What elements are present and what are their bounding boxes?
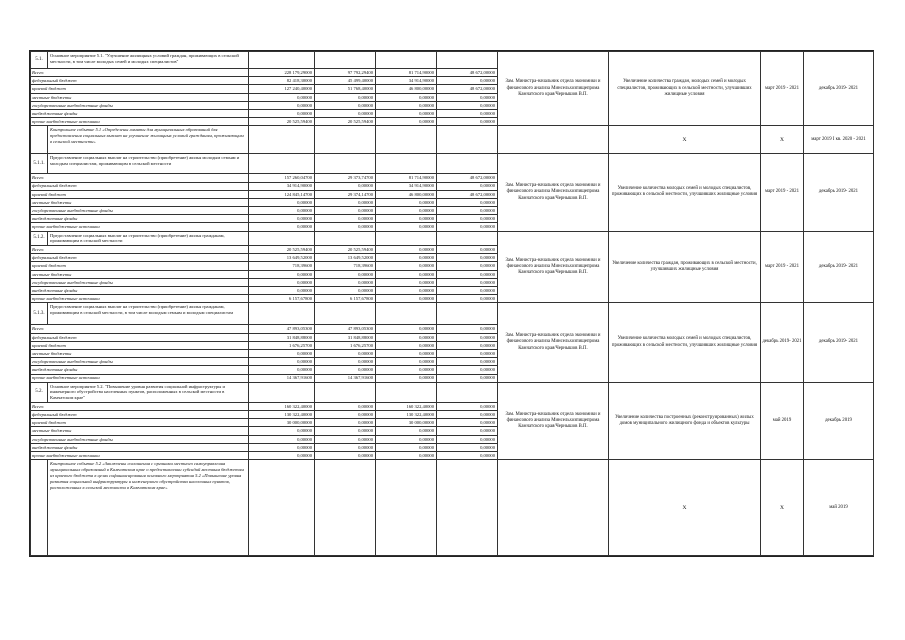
funding-value: 0,00000 [315,443,376,451]
funding-value: 0,00000 [437,295,498,303]
funding-value: 0,00000 [437,254,498,262]
funding-value: 0,00000 [437,270,498,278]
funding-value: 30 000,00000 [376,419,437,427]
empty-cell [376,382,437,402]
start-date: март 2019 - 2021 [761,154,804,231]
control-event-row [31,126,874,154]
funding-value: 718,39600 [249,262,315,270]
funding-value: 0,00000 [249,287,315,295]
funding-value: 0,00000 [437,287,498,295]
funding-value: 124 845,14700 [249,190,315,198]
funding-value: 0,00000 [437,118,498,126]
control-event-row [31,460,874,556]
funding-value: 0,00000 [437,435,498,443]
funding-value: 157 260,04700 [249,174,315,182]
funding-value: 20 525,59400 [249,246,315,254]
funding-value: 14 367,91600 [249,374,315,382]
funding-value: 0,00000 [437,427,498,435]
funding-value: 0,00000 [376,295,437,303]
section-code: 5.1.1. [31,154,48,174]
responsible-executor: Зам. Министра-начальник отдела экономики и финансового анализа Минсельхозпищепрома Камчатского края/Чернышов В.П. [498,382,609,460]
funding-value: 0,00000 [315,419,376,427]
funding-value: 6 157,67800 [249,295,315,303]
funding-value: 0,00000 [249,278,315,286]
funding-value: 0,00000 [437,77,498,85]
funding-value: 127 240,40000 [249,85,315,93]
funding-value: 0,00000 [437,223,498,231]
funding-value: 0,00000 [376,118,437,126]
funding-source-label: прочие внебюджетные источники [31,374,249,382]
empty-cell [249,303,315,325]
funding-value: 47 893,05300 [249,325,315,333]
section-title: Предоставление социальных выплат на строительство (приобретение) жилья гражданам, проживающим в сельской местности [48,231,249,245]
funding-value: 29 374,14700 [315,190,376,198]
funding-value: 0,00000 [315,215,376,223]
funding-value: 0,00000 [315,435,376,443]
control-x-mark: Х [609,126,761,154]
empty-cell [376,154,437,174]
funding-value: 0,00000 [315,101,376,109]
funding-value: 0,00000 [249,223,315,231]
funding-value: 0,00000 [249,109,315,117]
funding-value: 34 914,90000 [249,182,315,190]
funding-source-label: краевой бюджет [31,262,249,270]
start-date: декабрь 2019- 2021 [761,303,804,382]
funding-source-label: государственные внебюджетные фонды [31,358,249,366]
funding-value: 0,00000 [437,443,498,451]
funding-source-label: местные бюджеты [31,427,249,435]
empty-cell [315,303,376,325]
empty-cell [315,382,376,402]
start-date: май 2019 [761,382,804,460]
funding-value: 0,00000 [376,101,437,109]
funding-value: 0,00000 [249,366,315,374]
funding-source-label: федеральный бюджет [31,333,249,341]
funding-value: 0,00000 [315,109,376,117]
funding-value: 0,00000 [437,419,498,427]
funding-value: 0,00000 [249,349,315,357]
funding-value: 0,00000 [315,358,376,366]
empty-cell [437,303,498,325]
funding-source-label: внебюджетные фонды [31,109,249,117]
empty-cell [249,126,315,154]
funding-value: 0,00000 [376,366,437,374]
section-title: Основное мероприятие 5.1. "Улучшение жилищных условий граждан, проживающих в сельской местности, в том числе молодых семей и молодых специалистов" [48,52,249,69]
section-code: 5.1. [31,52,48,69]
funding-value: 20 525,59400 [315,246,376,254]
funding-value: 0,00000 [376,223,437,231]
funding-value: 0,00000 [376,452,437,460]
funding-value: 0,00000 [437,182,498,190]
funding-value: 0,00000 [437,366,498,374]
funding-value: 0,00000 [249,207,315,215]
empty-cell [249,231,315,245]
funding-value: 0,00000 [376,215,437,223]
control-x-mark: Х [761,126,804,154]
funding-value: 0,00000 [249,443,315,451]
funding-source-label: федеральный бюджет [31,182,249,190]
funding-source-label: местные бюджеты [31,93,249,101]
section-title: Предоставление социальных выплат на строительство (приобретение) жилья молодым семьям и молодым специалистам, проживающим в сельской местности [48,154,249,174]
expected-result: Увеличение количества граждан, проживающих в сельской местности, улучшивших жилищные условия [609,231,761,303]
empty-cell [498,126,609,154]
funding-value: 0,00000 [376,287,437,295]
funding-source-label: Всего: [31,69,249,77]
control-x-mark: Х [761,460,804,556]
empty-cell [437,460,498,556]
funding-value: 13 649,52000 [315,254,376,262]
funding-source-label: Всего: [31,402,249,410]
funding-value: 0,00000 [315,182,376,190]
empty-cell [437,126,498,154]
funding-value: 0,00000 [437,341,498,349]
empty-cell [376,52,437,69]
funding-value: 0,00000 [249,93,315,101]
funding-value: 0,00000 [315,207,376,215]
end-date: декабрь 2019- 2021 [804,303,874,382]
funding-source-label: государственные внебюджетные фонды [31,278,249,286]
funding-value: 0,00000 [315,452,376,460]
funding-value: 0,00000 [376,374,437,382]
start-date: март 2019 - 2021 [761,52,804,126]
funding-value: 48 672,00000 [437,85,498,93]
funding-value: 0,00000 [376,278,437,286]
funding-value: 0,00000 [437,109,498,117]
funding-value: 20 525,59400 [249,118,315,126]
empty-cell [376,460,437,556]
funding-value: 0,00000 [315,287,376,295]
funding-value: 13 649,52000 [249,254,315,262]
funding-value: 130 322,40000 [376,411,437,419]
funding-value: 0,00000 [376,207,437,215]
funding-source-label: Всего: [31,174,249,182]
control-x-mark: Х [609,460,761,556]
funding-value: 130 322,40000 [249,411,315,419]
funding-value: 0,00000 [376,109,437,117]
funding-value: 81 714,90000 [376,69,437,77]
empty-cell [249,52,315,69]
empty-cell [376,303,437,325]
empty-cell [376,231,437,245]
section-code: 5.1.3. [31,303,48,325]
control-event-text: Контрольное событие 5.1 «Определены лимиты для муниципальных образований для предоставления социальных выплат на улучшение жилищных условий гражданам, проживающим в сельской местности» [48,126,249,154]
funding-value: 48 672,00000 [437,190,498,198]
funding-source-label: местные бюджеты [31,198,249,206]
funding-value: 0,00000 [437,358,498,366]
funding-source-label: федеральный бюджет [31,254,249,262]
empty-cell [315,154,376,174]
funding-value: 34 914,90000 [376,77,437,85]
funding-source-label: местные бюджеты [31,270,249,278]
empty-cell [31,460,48,556]
section-title-row [31,303,874,325]
funding-value: 47 893,05300 [315,325,376,333]
funding-value: 160 322,40000 [376,402,437,410]
funding-value: 1 676,25700 [249,341,315,349]
funding-value: 0,00000 [437,349,498,357]
funding-value: 0,00000 [437,402,498,410]
measures-table [30,51,874,556]
empty-cell [437,154,498,174]
funding-value: 0,00000 [315,278,376,286]
program-table-page [29,50,874,557]
empty-cell [249,382,315,402]
end-date: декабрь 2019 [804,382,874,460]
funding-value: 0,00000 [249,270,315,278]
end-date: декабрь 2019- 2021 [804,231,874,303]
funding-source-label: прочие внебюджетные источники [31,223,249,231]
empty-cell [437,52,498,69]
empty-cell [437,382,498,402]
empty-cell [249,154,315,174]
funding-value: 0,00000 [315,93,376,101]
funding-value: 0,00000 [437,452,498,460]
funding-source-label: внебюджетные фонды [31,366,249,374]
funding-value: 0,00000 [249,427,315,435]
control-date: март 2019 I кв. 2020 - 2021 [804,126,874,154]
funding-value: 0,00000 [437,93,498,101]
funding-value: 48 672,00000 [437,69,498,77]
funding-value: 0,00000 [376,333,437,341]
funding-value: 0,00000 [249,101,315,109]
funding-source-label: краевой бюджет [31,190,249,198]
funding-value: 0,00000 [376,262,437,270]
funding-value: 0,00000 [249,358,315,366]
funding-value: 0,00000 [437,325,498,333]
funding-value: 0,00000 [376,427,437,435]
empty-cell [315,52,376,69]
funding-value: 46 800,00000 [376,85,437,93]
funding-source-label: краевой бюджет [31,419,249,427]
funding-value: 0,00000 [376,198,437,206]
funding-value: 29 373,74700 [315,174,376,182]
funding-value: 0,00000 [376,349,437,357]
empty-cell [315,460,376,556]
funding-value: 31 848,88000 [315,333,376,341]
funding-value: 1 676,25700 [315,341,376,349]
funding-value: 6 157,67800 [315,295,376,303]
funding-value: 228 179,29000 [249,69,315,77]
funding-value: 0,00000 [376,93,437,101]
funding-source-label: государственные внебюджетные фонды [31,101,249,109]
funding-value: 0,00000 [437,207,498,215]
empty-cell [315,231,376,245]
end-date: декабрь 2019- 2021 [804,52,874,126]
funding-source-label: государственные внебюджетные фонды [31,435,249,443]
funding-value: 46 800,00000 [376,190,437,198]
funding-value: 82 418,30000 [249,77,315,85]
funding-value: 51 768,40000 [315,85,376,93]
funding-value: 20 525,59400 [315,118,376,126]
funding-source-label: федеральный бюджет [31,411,249,419]
section-code: 5.2. [31,382,48,402]
end-date: декабрь 2019- 2021 [804,154,874,231]
empty-cell [437,231,498,245]
funding-value: 0,00000 [315,198,376,206]
section-title: Предоставление социальных выплат на строительство (приобретение) жилья гражданам, проживающим в сельской местности, в том числе молодым семьям и молодым специалистам [48,303,249,325]
funding-source-label: краевой бюджет [31,85,249,93]
funding-source-label: внебюджетные фонды [31,287,249,295]
funding-value: 0,00000 [249,215,315,223]
funding-value: 0,00000 [376,358,437,366]
funding-value: 48 672,00000 [437,174,498,182]
responsible-executor: Зам. Министра-начальник отдела экономики и финансового анализа Минсельхозпищепрома Камчатского края/Чернышов В.П. [498,303,609,382]
expected-result: Увеличение количества молодых семей и молодых специалистов, проживающих в сельской местности, улучшивших жилищные условия [609,154,761,231]
funding-value: 0,00000 [315,223,376,231]
section-title-row [31,52,874,69]
funding-value: 34 914,90000 [376,182,437,190]
funding-source-label: краевой бюджет [31,341,249,349]
funding-value: 0,00000 [437,333,498,341]
funding-value: 0,00000 [437,246,498,254]
funding-value: 0,00000 [315,270,376,278]
funding-value: 0,00000 [315,366,376,374]
funding-value: 0,00000 [376,246,437,254]
funding-value: 0,00000 [437,411,498,419]
section-title-row [31,231,874,245]
control-event-text: Контрольное событие 5.2 «Заключены соглашения с органами местного самоуправления муниципальных образований в Камчатском крае о предоставлении субсидий местным бюджетам из краевого бюджета в целях софинансирования основного мероприятия 5.2 «Повышение уровня развития социальной инфраструктуры и инженерного обустройства населенных пунктов, расположенных в сельской местности в Камчатском крае» [48,460,249,556]
start-date: март 2019 - 2021 [761,231,804,303]
funding-source-label: внебюджетные фонды [31,215,249,223]
funding-value: 31 848,88000 [249,333,315,341]
expected-result: Увеличение количества молодых семей и молодых специалистов, проживающих в сельской местности, улучшивших жилищные условия [609,303,761,382]
section-title: Основное мероприятие 5.2. "Повышение уровня развития социальной инфраструктуры и инженерного обустройства населенных пунктов, расположенных в сельской местности в Камчатском крае" [48,382,249,402]
responsible-executor: Зам. Министра-начальник отдела экономики и финансового анализа Минсельхозпищепрома Камчатского края/Чернышов В.П. [498,52,609,126]
expected-result: Увеличение количества построенных (реконструированных) жилых домов муниципального жилищного фонда и объектов культуры [609,382,761,460]
funding-value: 0,00000 [376,443,437,451]
funding-value: 0,00000 [376,254,437,262]
funding-source-label: прочие внебюджетные источники [31,452,249,460]
funding-value: 718,39600 [315,262,376,270]
empty-cell [376,126,437,154]
section-title-row [31,154,874,174]
funding-value: 0,00000 [315,349,376,357]
empty-cell [498,460,609,556]
funding-value: 0,00000 [437,101,498,109]
responsible-executor: Зам. Министра-начальник отдела экономики и финансового анализа Минсельхозпищепрома Камчатского края/Чернышов В.П. [498,231,609,303]
funding-value: 0,00000 [315,402,376,410]
expected-result: Увеличение количества граждан, молодых семей и молодых специалистов, проживающих в сельской местности, улучшивших жилищные условия [609,52,761,126]
empty-cell [249,460,315,556]
funding-value: 0,00000 [376,341,437,349]
funding-value: 0,00000 [437,278,498,286]
funding-value: 160 322,40000 [249,402,315,410]
funding-source-label: Всего: [31,325,249,333]
empty-cell [315,126,376,154]
funding-source-label: прочие внебюджетные источники [31,118,249,126]
funding-value: 0,00000 [249,198,315,206]
funding-value: 0,00000 [437,198,498,206]
funding-source-label: Всего: [31,246,249,254]
funding-value: 0,00000 [437,374,498,382]
funding-value: 30 000,00000 [249,419,315,427]
funding-value: 0,00000 [376,435,437,443]
section-code: 5.1.2. [31,231,48,245]
funding-value: 81 714,90000 [376,174,437,182]
section-title-row [31,382,874,402]
funding-source-label: внебюджетные фонды [31,443,249,451]
funding-value: 14 367,91600 [315,374,376,382]
funding-value: 97 792,29400 [315,69,376,77]
funding-source-label: прочие внебюджетные источники [31,295,249,303]
funding-value: 45 499,40000 [315,77,376,85]
funding-value: 0,00000 [249,435,315,443]
funding-source-label: государственные внебюджетные фонды [31,207,249,215]
funding-value: 0,00000 [376,325,437,333]
funding-value: 0,00000 [315,411,376,419]
funding-source-label: местные бюджеты [31,349,249,357]
funding-value: 0,00000 [315,427,376,435]
empty-cell [31,126,48,154]
funding-value: 0,00000 [249,452,315,460]
funding-value: 0,00000 [437,262,498,270]
control-date: май 2019 [804,460,874,556]
funding-source-label: федеральный бюджет [31,77,249,85]
funding-value: 0,00000 [376,270,437,278]
funding-value: 0,00000 [437,215,498,223]
responsible-executor: Зам. Министра-начальник отдела экономики и финансового анализа Минсельхозпищепрома Камчатского края/Чернышов В.П. [498,154,609,231]
